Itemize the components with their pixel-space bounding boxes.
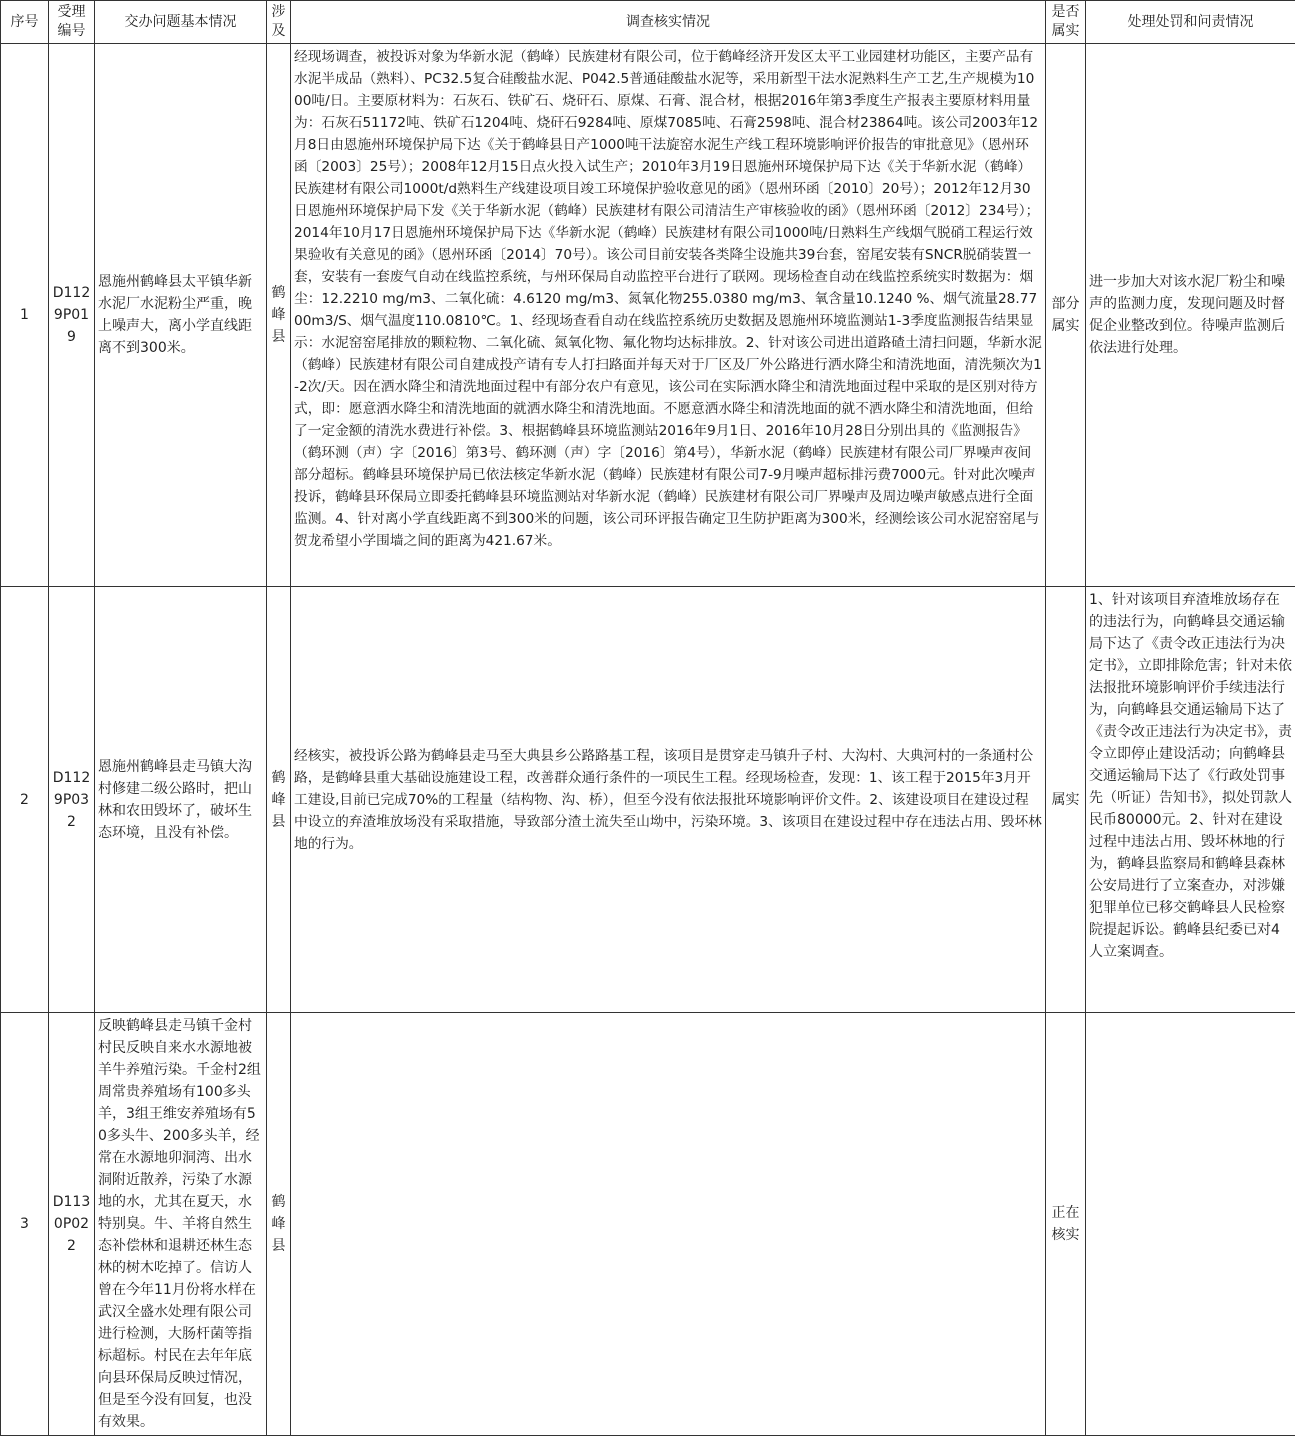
row-num: 2: [1, 587, 49, 1013]
header-row: [1, 1, 1295, 44]
row-num: 1: [1, 44, 49, 587]
table-row: [1, 587, 1295, 1013]
row-penalty: 进一步加大对该水泥厂粉尘和噪声的监测力度，发现问题及时督促企业整改到位。待噪声监测后依法进行处理。: [1086, 44, 1295, 587]
header-verdict: 是否属实: [1046, 1, 1086, 44]
header-num: 序号: [1, 1, 49, 44]
row-verdict: 部分属实: [1046, 44, 1086, 587]
row-issue: 恩施州鹤峰县太平镇华新水泥厂水泥粉尘严重，晚上噪声大，离小学直线距离不到300米。: [95, 44, 267, 587]
row-verdict: 正在核实: [1046, 1013, 1086, 1436]
row-issue: 恩施州鹤峰县走马镇大沟村修建二级公路时，把山林和农田毁坏了，破坏生态环境，且没有补偿。: [95, 587, 267, 1013]
row-penalty: [1086, 1013, 1295, 1436]
header-county: 涉及: [267, 1, 291, 44]
header-issue: 交办问题基本情况: [95, 1, 267, 44]
row-county: 鹤峰县: [267, 587, 291, 1013]
row-code: D1129P019: [49, 44, 95, 587]
row-verdict: 属实: [1046, 587, 1086, 1013]
row-county: 鹤峰县: [267, 44, 291, 587]
table-row: [1, 1013, 1295, 1436]
row-penalty: 1、针对该项目弃渣堆放场存在的违法行为，向鹤峰县交通运输局下达了《责令改正违法行为决定书》，立即排除危害；针对未依法报批环境影响评价手续违法行为，向鹤峰县交通运输局下达了《责令改正违法行为决定书》，责令立即停止建设活动；向鹤峰县交通运输局下达了《行政处罚事先（听证）告知书》，拟处罚款人民币80000元。2、针对在建设过程中违法占用、毁坏林地的行为，鹤峰县监察局和鹤峰县森林公安局进行了立案查办，对涉嫌犯罪单位已移交鹤峰县人民检察院提起诉讼。鹤峰县纪委已对4人立案调查。: [1086, 587, 1295, 1013]
row-num: 3: [1, 1013, 49, 1436]
row-code: D1129P032: [49, 587, 95, 1013]
row-investigation: 经现场调查，被投诉对象为华新水泥（鹤峰）民族建材有限公司，位于鹤峰经济开发区太平工业园建材功能区，主要产品有水泥半成品（熟料）、PC32.5复合硅酸盐水泥、P042.5普通硅酸盐水泥等，采用新型干法水泥熟料生产工艺,生产规模为1000吨/日。主要原材料为：石灰石、铁矿石、烧矸石、原煤、石膏、混合材，根据2016年第3季度生产报表主要原材料用量为：石灰石51172吨、铁矿石1204吨、烧矸石9284吨、原煤7085吨、石膏2598吨、混合材23864吨。该公司2003年12月8日由恩施州环境保护局下达《关于鹤峰县日产1000吨干法旋窑水泥生产线工程环境影响评价报告的审批意见》（恩州环函〔2003〕25号）；2008年12月15日点火投入试生产；2010年3月19日恩施州环境保护局下达《关于华新水泥（鹤峰）民族建材有限公司1000t/d熟料生产线建设项目竣工环境保护验收意见的函》（恩州环函〔2010〕20号）；2012年12月30日恩施州环境保护局下发《关于华新水泥（鹤峰）民族建材有限公司清洁生产审核验收的函》（恩州环函〔2012〕234号）；2014年10月17日恩施州环境保护局下达《华新水泥（鹤峰）民族建材有限公司1000吨/日熟料生产线烟气脱硝工程运行效果验收有关意见的函》（恩州环函〔2014〕70号）。该公司目前安装各类降尘设施共39台套，窑尾安装有SNCR脱硝装置一套，安装有一套废气自动在线监控系统，与州环保局自动监控平台进行了联网。现场检查自动在线监控系统实时数据为：烟尘：12.2210 mg/m3、二氧化硫：4.6120 mg/m3、氮氧化物255.0380 mg/m3、氧含量10.1240 %、烟气流量28.7700m3/S、烟气温度110.0810℃。1、经现场查看自动在线监控系统历史数据及恩施州环境监测站1-3季度监测报告结果显示：水泥窑窑尾排放的颗粒物、二氧化硫、氮氧化物、氟化物均达标排放。2、针对该公司进出道路碴土清扫问题，华新水泥（鹤峰）民族建材有限公司自建成投产请有专人打扫路面并每天对于厂区及厂外公路进行洒水降尘和清洗地面，清洗频次为1-2次/天。因在洒水降尘和清洗地面过程中有部分农户有意见，该公司在实际洒水降尘和清洗地面过程中采取的是区别对待方式，即：愿意洒水降尘和清洗地面的就洒水降尘和清洗地面。不愿意洒水降尘和清洗地面的就不洒水降尘和清洗地面，但给了一定金额的清洗水费进行补偿。3、根据鹤峰县环境监测站2016年9月1日、2016年10月28日分别出具的《监测报告》（鹤环测（声）字〔2016〕第3号、鹤环测（声）字〔2016〕第4号），华新水泥（鹤峰）民族建材有限公司厂界噪声夜间部分超标。鹤峰县环境保护局已依法核定华新水泥（鹤峰）民族建材有限公司7-9月噪声超标排污费7000元。针对此次噪声投诉，鹤峰县环保局立即委托鹤峰县环境监测站对华新水泥（鹤峰）民族建材有限公司厂界噪声及周边噪声敏感点进行全面监测。4、针对离小学直线距离不到300米的问题，该公司环评报告确定卫生防护距离为300米，经测绘该公司水泥窑窑尾与贺龙希望小学围墙之间的距离为421.67米。: [291, 44, 1046, 587]
row-issue: 反映鹤峰县走马镇千金村村民反映自来水水源地被羊牛养殖污染。千金村2组周常贵养殖场有100多头羊，3组王维安养殖场有50多头牛、200多头羊，经常在水源地卯洞湾、出水洞附近散养，污染了水源地的水，尤其在夏天，水特别臭。牛、羊将自然生态补偿林和退耕还林生态林的树木吃掉了。信访人曾在今年11月份将水样在武汉全盛水处理有限公司进行检测，大肠杆菌等指标超标。村民在去年年底向县环保局反映过情况，但是至今没有回复，也没有效果。: [95, 1013, 267, 1436]
row-county: 鹤峰县: [267, 1013, 291, 1436]
row-code: D1130P022: [49, 1013, 95, 1436]
row-investigation: 经核实，被投诉公路为鹤峰县走马至大典县乡公路路基工程，该项目是贯穿走马镇升子村、大沟村、大典河村的一条通村公路，是鹤峰县重大基础设施建设工程，改善群众通行条件的一项民生工程。经现场检查，发现：1、该工程于2015年3月开工建设,目前已完成70%的工程量（结构物、沟、桥），但至今没有依法报批环境影响评价文件。2、该建设项目在建设过程中设立的弃渣堆放场没有采取措施，导致部分渣土流失至山坳中，污染环境。3、该项目在建设过程中存在违法占用、毁坏林地的行为。: [291, 587, 1046, 1013]
header-investigation: 调查核实情况: [291, 1, 1046, 44]
header-code: 受理编号: [49, 1, 95, 44]
row-investigation: [291, 1013, 1046, 1436]
header-penalty: 处理处罚和问责情况: [1086, 1, 1295, 44]
table-row: [1, 44, 1295, 587]
